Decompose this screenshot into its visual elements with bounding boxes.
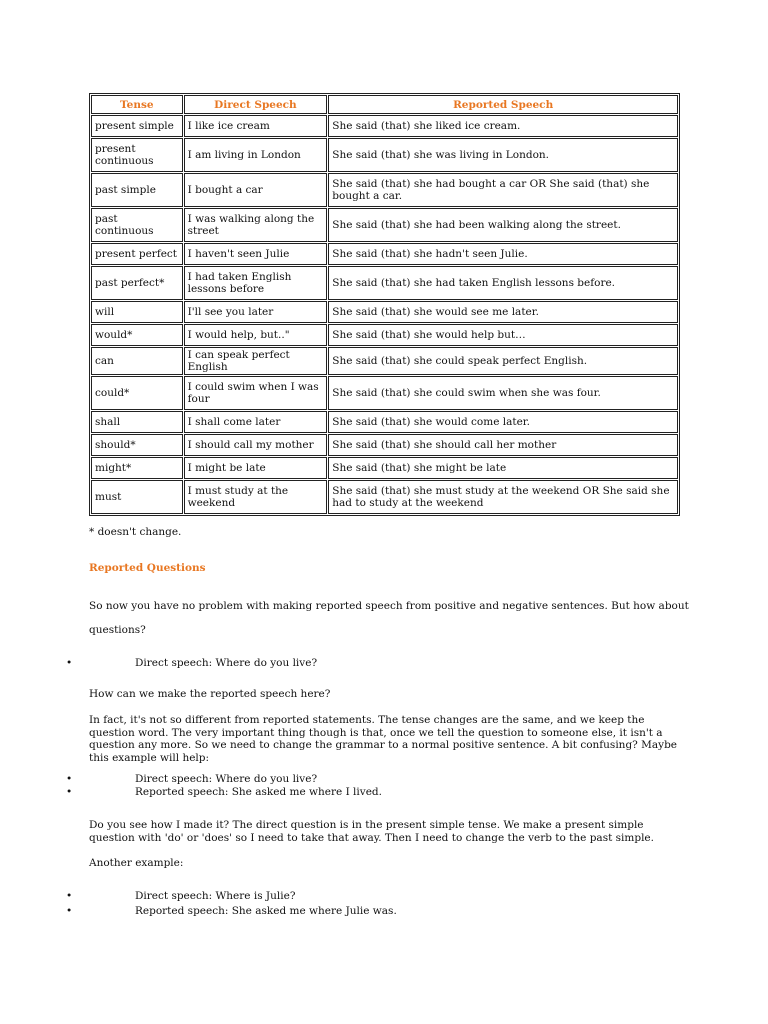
reported-speech-cell: She said (that) she could swim when she was four.: [328, 376, 678, 410]
bullet-icon: •: [66, 905, 73, 917]
reported-speech-cell: She said (that) she should call her mother: [328, 434, 678, 456]
table-row: [91, 457, 678, 479]
bullet-text: Direct speech: Where is Julie?: [135, 890, 296, 902]
table-note: * doesn't change.: [89, 526, 182, 538]
direct-speech-cell: I must study at the weekend: [184, 480, 328, 514]
list-item: [66, 773, 317, 786]
tense-cell: shall: [91, 411, 183, 433]
reported-speech-cell: She said (that) she had bought a car OR She said (that) she bought a car.: [328, 173, 678, 207]
table-row: [91, 324, 678, 346]
direct-speech-cell: I was walking along the street: [184, 208, 328, 242]
table-row: [91, 208, 678, 242]
table-row: [91, 243, 678, 265]
bullet-icon: •: [66, 786, 73, 798]
table-row: [91, 173, 678, 207]
explanation-paragraph: In fact, it's not so different from reported statements. The tense changes are the same, and we keep the question word. The very important thing though is that, once we tell the question to someone else, it isn't a question any more. So we need to change the grammar to a normal positive sentence. A bit confusing? Maybe this example will help:: [89, 714, 678, 764]
table-row: [91, 376, 678, 410]
table-row: [91, 266, 678, 300]
table-body: [91, 115, 678, 514]
reported-speech-cell: She said (that) she would come later.: [328, 411, 678, 433]
table-header-row: [91, 95, 678, 114]
reported-speech-cell: She said (that) she would help but…: [328, 324, 678, 346]
how-question: How can we make the reported speech here?: [89, 688, 331, 700]
tense-cell: can: [91, 347, 183, 375]
reported-speech-cell: She said (that) she hadn't seen Julie.: [328, 243, 678, 265]
table-row: [91, 138, 678, 172]
reported-speech-cell: She said (that) she had been walking along the street.: [328, 208, 678, 242]
header-direct-speech: Direct Speech: [184, 95, 328, 114]
tense-cell: present simple: [91, 115, 183, 137]
list-item: [66, 905, 397, 918]
bullet-text: Direct speech: Where do you live?: [135, 773, 318, 785]
tense-cell: could*: [91, 376, 183, 410]
direct-speech-cell: I might be late: [184, 457, 328, 479]
intro-line-1: So now you have no problem with making reported speech from positive and negative sentences. But how about: [89, 600, 689, 612]
tense-cell: past perfect*: [91, 266, 183, 300]
bullet-text: Direct speech: Where do you live?: [135, 657, 318, 669]
direct-speech-cell: I had taken English lessons before: [184, 266, 328, 300]
tense-cell: present continuous: [91, 138, 183, 172]
bullet-text: Reported speech: She asked me where I lived.: [135, 786, 382, 798]
direct-speech-cell: I bought a car: [184, 173, 328, 207]
tense-table: [89, 93, 680, 516]
bullet-icon: •: [66, 657, 73, 669]
bullet-icon: •: [66, 890, 73, 902]
direct-speech-cell: I like ice cream: [184, 115, 328, 137]
table-row: [91, 301, 678, 323]
direct-speech-cell: I shall come later: [184, 411, 328, 433]
section-heading: Reported Questions: [89, 562, 206, 574]
table-row: [91, 347, 678, 375]
bullet-text: Reported speech: She asked me where Julie was.: [135, 905, 397, 917]
reported-speech-cell: She said (that) she had taken English lessons before.: [328, 266, 678, 300]
tense-cell: past continuous: [91, 208, 183, 242]
tense-cell: might*: [91, 457, 183, 479]
direct-speech-cell: I should call my mother: [184, 434, 328, 456]
reported-speech-cell: She said (that) she must study at the weekend OR She said she had to study at the weekend: [328, 480, 678, 514]
reported-speech-cell: She said (that) she might be late: [328, 457, 678, 479]
direct-speech-cell: I am living in London: [184, 138, 328, 172]
list-item: [66, 890, 295, 903]
header-reported-speech: Reported Speech: [328, 95, 678, 114]
reported-speech-cell: She said (that) she could speak perfect English.: [328, 347, 678, 375]
list-item: [66, 786, 382, 799]
table-row: [91, 115, 678, 137]
direct-speech-cell: I can speak perfect English: [184, 347, 328, 375]
tense-cell: present perfect: [91, 243, 183, 265]
tense-cell: would*: [91, 324, 183, 346]
another-example: Another example:: [89, 857, 184, 869]
direct-speech-cell: I'll see you later: [184, 301, 328, 323]
bullet-icon: •: [66, 773, 73, 785]
table-row: [91, 411, 678, 433]
direct-speech-cell: I could swim when I was four: [184, 376, 328, 410]
reported-speech-cell: She said (that) she would see me later.: [328, 301, 678, 323]
tense-cell: must: [91, 480, 183, 514]
tense-cell: should*: [91, 434, 183, 456]
table-row: [91, 434, 678, 456]
reported-speech-cell: She said (that) she was living in London.: [328, 138, 678, 172]
header-tense: Tense: [91, 95, 183, 114]
direct-speech-cell: I haven't seen Julie: [184, 243, 328, 265]
table-row: [91, 480, 678, 514]
tense-cell: past simple: [91, 173, 183, 207]
reported-speech-cell: She said (that) she liked ice cream.: [328, 115, 678, 137]
tense-cell: will: [91, 301, 183, 323]
list-item: [66, 657, 317, 670]
followup-paragraph: Do you see how I made it? The direct question is in the present simple tense. We make a present simple question with 'do' or 'does' so I need to take that away. Then I need to change the verb to the past simple.: [89, 819, 654, 844]
intro-line-2: questions?: [89, 624, 146, 636]
direct-speech-cell: I would help, but..": [184, 324, 328, 346]
